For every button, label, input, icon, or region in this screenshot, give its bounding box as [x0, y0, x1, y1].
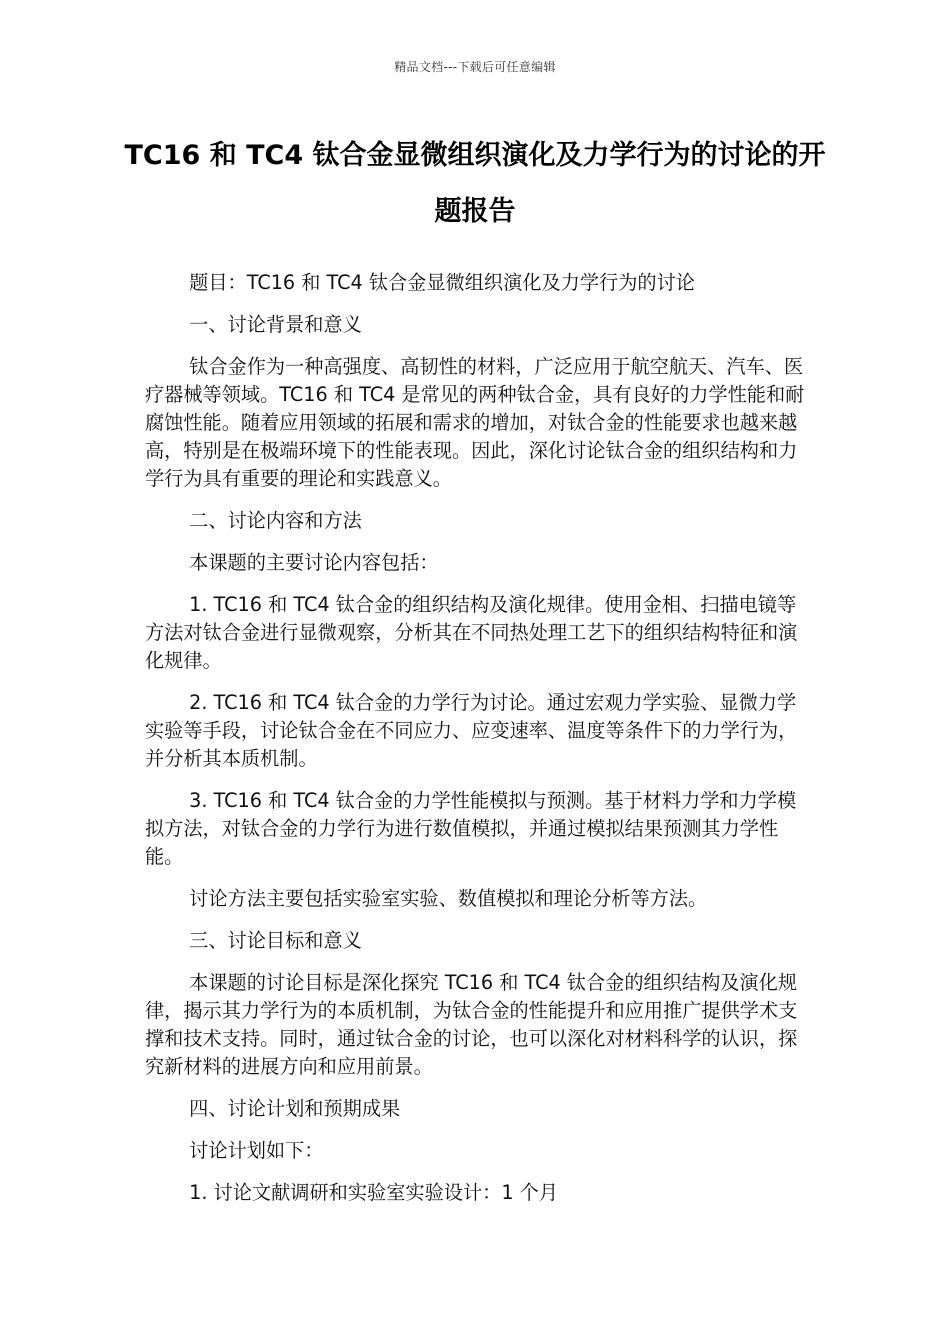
section-heading-content: 二、讨论内容和方法	[189, 509, 362, 532]
paragraph-background: 钛合金作为一种高强度、高韧性的材料，广泛应用于航空航天、汽车、医疗器械等领域。TC16 和 TC4 是常见的两种钛合金，具有良好的力学性能和耐腐蚀性能。随着应用领域的拓展和需求的增加，对钛合金的性能要求也越来越高，特别是在极端环境下的性能表现。因此，深化讨论钛合金的组织结构和力学行为具有重要的理论和实践意义。	[145, 355, 805, 490]
paragraph-plan-intro: 讨论计划如下：	[189, 1139, 324, 1162]
list-item-content-3: 3. TC16 和 TC4 钛合金的力学性能模拟与预测。基于材料力学和力学模拟方法，对钛合金的力学行为进行数值模拟，并通过模拟结果预测其力学性能。	[145, 789, 797, 868]
paragraph-goals: 本课题的讨论目标是深化探究 TC16 和 TC4 钛合金的组织结构及演化规律，揭示其力学行为的本质机制，为钛合金的性能提升和应用推广提供学术支撑和技术支持。同时，通过钛合金的讨论，也可以深化对材料科学的认识，探究新材料的进展方向和应用前景。	[145, 971, 798, 1078]
document-body	[145, 269, 810, 1221]
section-heading-background: 一、讨论背景和意义	[189, 313, 362, 336]
header-watermark: 精品文档---下载后可任意编辑	[394, 60, 556, 74]
paragraph-content-intro: 本课题的主要讨论内容包括：	[189, 551, 439, 574]
document-title: TC16 和 TC4 钛合金显微组织演化及力学行为的讨论的开题报告	[124, 140, 826, 227]
section-heading-goals: 三、讨论目标和意义	[189, 929, 362, 952]
paragraph-methods: 讨论方法主要包括实验室实验、数值模拟和理论分析等方法。	[189, 887, 708, 910]
section-heading-plan: 四、讨论计划和预期成果	[189, 1097, 401, 1120]
list-item-content-1: 1. TC16 和 TC4 钛合金的组织结构及演化规律。使用金相、扫描电镜等方法对钛合金进行显微观察，分析其在不同热处理工艺下的组织结构特征和演化规律。	[145, 593, 798, 672]
list-item-plan-1: 1. 讨论文献调研和实验室实验设计：1 个月	[189, 1181, 559, 1204]
list-item-content-2: 2. TC16 和 TC4 钛合金的力学行为讨论。通过宏观力学实验、显微力学实验等手段，讨论钛合金在不同应力、应变速率、温度等条件下的力学行为，并分析其本质机制。	[145, 691, 798, 770]
topic-line: 题目：TC16 和 TC4 钛合金显微组织演化及力学行为的讨论	[189, 271, 695, 294]
